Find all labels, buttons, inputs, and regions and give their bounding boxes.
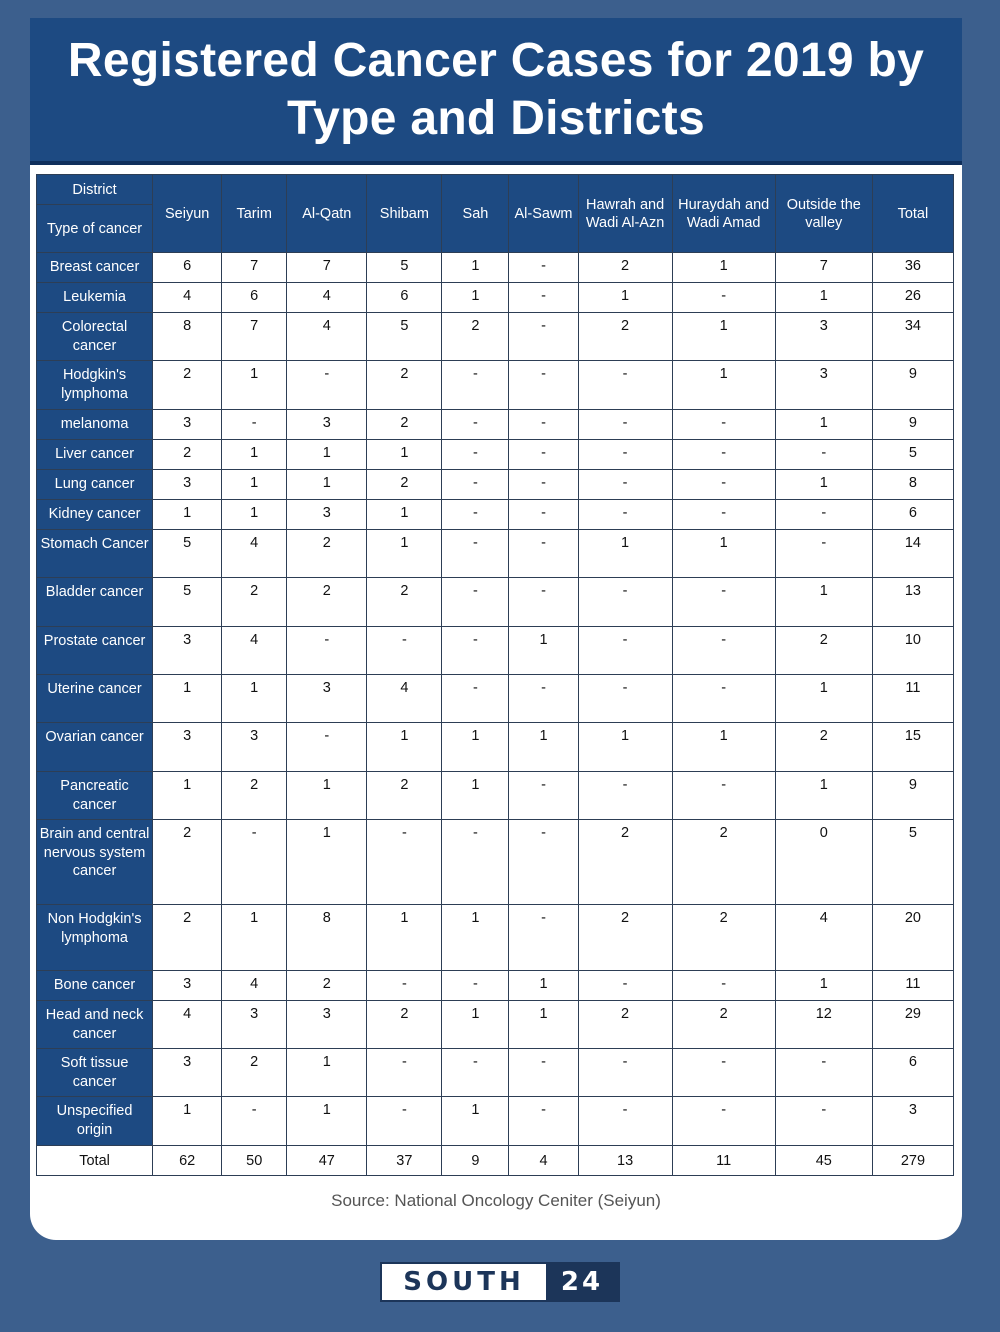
total-row [37,1146,954,1176]
row-label: Prostate cancer [37,627,153,675]
table-cell: - [509,820,578,905]
table-cell: - [509,410,578,440]
table-row [37,500,954,530]
table-cell: 20 [872,905,953,971]
table-cell: 4 [222,971,287,1001]
table-cell: 26 [872,283,953,313]
corner-type-label: Type of cancer [37,205,153,253]
table-cell: 2 [153,440,222,470]
table-cell: 1 [222,440,287,470]
table-cell: 1 [442,253,509,283]
table-cell: 3 [872,1097,953,1146]
table-cell: 1 [672,530,775,578]
table-cell: 3 [153,410,222,440]
table-cell: 2 [287,971,367,1001]
table-cell: - [287,627,367,675]
total-cell: 45 [775,1146,872,1176]
table-cell: - [509,1097,578,1146]
table-cell: 1 [153,675,222,723]
table-cell: 1 [367,530,442,578]
table-cell: - [442,500,509,530]
row-label: Liver cancer [37,440,153,470]
table-cell: - [509,313,578,361]
table-cell: - [287,361,367,410]
table-cell: 1 [442,772,509,820]
table-cell: 1 [222,675,287,723]
logo-word: SOUTH [382,1264,546,1300]
table-cell: 14 [872,530,953,578]
table-cell: 2 [578,905,672,971]
row-label: Kidney cancer [37,500,153,530]
table-cell: - [672,772,775,820]
table-row [37,470,954,500]
title-banner [30,18,962,165]
table-cell: 1 [775,578,872,627]
table-cell: - [578,772,672,820]
row-label: Hodgkin's lymphoma [37,361,153,410]
table-cell: - [672,283,775,313]
table-cell: 2 [672,820,775,905]
table-cell: 1 [442,283,509,313]
table-row [37,1049,954,1097]
table-cell: 15 [872,723,953,772]
table-row [37,410,954,440]
table-cell: 4 [775,905,872,971]
table-cell: - [509,470,578,500]
table-cell: 1 [222,905,287,971]
table-cell: 0 [775,820,872,905]
table-cell: 2 [775,627,872,675]
table-cell: - [509,253,578,283]
row-label: Ovarian cancer [37,723,153,772]
table-cell: - [442,1049,509,1097]
table-row [37,1097,954,1146]
table-cell: 8 [287,905,367,971]
table-cell: - [672,1049,775,1097]
table-cell: - [509,530,578,578]
table-cell: 1 [672,361,775,410]
table-cell: - [442,410,509,440]
column-header: Huraydah and Wadi Amad [672,175,775,253]
table-cell: - [442,578,509,627]
table-cell: 9 [872,361,953,410]
table-cell: 7 [222,253,287,283]
table-cell: - [442,470,509,500]
table-cell: - [222,1097,287,1146]
table-cell: - [578,971,672,1001]
column-header: Hawrah and Wadi Al-Azn [578,175,672,253]
table-cell: 3 [287,500,367,530]
table-cell: 9 [872,410,953,440]
table-cell: - [775,530,872,578]
table-cell: 12 [775,1001,872,1049]
table-cell: 1 [775,675,872,723]
table-cell: 1 [672,253,775,283]
table-cell: 3 [287,1001,367,1049]
table-cell: 4 [222,627,287,675]
table-cell: 1 [775,410,872,440]
table-cell: 1 [775,283,872,313]
table-cell: 1 [367,440,442,470]
total-cell: 13 [578,1146,672,1176]
table-cell: 1 [775,470,872,500]
cancer-cases-table [36,174,954,1176]
table-cell: 5 [367,253,442,283]
table-cell: 1 [287,772,367,820]
table-cell: - [672,470,775,500]
table-cell: 3 [153,971,222,1001]
table-cell: 1 [153,500,222,530]
table-cell: 6 [367,283,442,313]
table-cell: 4 [222,530,287,578]
row-label: melanoma [37,410,153,440]
table-cell: 8 [872,470,953,500]
table-cell: 11 [872,675,953,723]
table-row [37,772,954,820]
table-cell: 2 [672,905,775,971]
row-label: Bladder cancer [37,578,153,627]
row-label: Brain and central nervous system cancer [37,820,153,905]
table-cell: - [775,500,872,530]
table-cell: - [672,578,775,627]
table-cell: 13 [872,578,953,627]
table-cell: - [672,627,775,675]
column-header: Seiyun [153,175,222,253]
table-cell: 2 [367,410,442,440]
table-cell: - [578,470,672,500]
table-cell: - [578,440,672,470]
table-cell: 2 [367,361,442,410]
table-row [37,723,954,772]
table-row [37,905,954,971]
table-cell: 1 [509,723,578,772]
table-cell: 1 [775,772,872,820]
total-cell: 11 [672,1146,775,1176]
table-cell: 4 [287,313,367,361]
table-cell: 5 [872,440,953,470]
table-cell: 1 [367,905,442,971]
table-cell: 29 [872,1001,953,1049]
table-cell: 6 [153,253,222,283]
table-cell: 1 [153,772,222,820]
row-label: Leukemia [37,283,153,313]
table-cell: 1 [153,1097,222,1146]
table-row [37,578,954,627]
table-cell: 1 [222,470,287,500]
table-cell: 2 [367,470,442,500]
table-cell: 1 [509,627,578,675]
row-label: Breast cancer [37,253,153,283]
table-cell: 5 [153,530,222,578]
row-label: Stomach Cancer [37,530,153,578]
table-cell: - [672,410,775,440]
table-cell: - [509,440,578,470]
column-header: Shibam [367,175,442,253]
table-cell: 4 [287,283,367,313]
table-cell: 4 [367,675,442,723]
total-cell: 279 [872,1146,953,1176]
table-cell: 3 [153,627,222,675]
table-cell: 6 [222,283,287,313]
table-cell: 3 [153,470,222,500]
table-cell: - [578,578,672,627]
title-line-1: Registered Cancer Cases for 2019 by [67,33,925,87]
table-cell: - [222,410,287,440]
table-cell: - [442,971,509,1001]
table-cell: - [578,500,672,530]
table-cell: 3 [222,723,287,772]
table-cell: 9 [872,772,953,820]
table-cell: - [509,578,578,627]
row-label: Pancreatic cancer [37,772,153,820]
table-cell: - [775,1049,872,1097]
column-header: Al-Qatn [287,175,367,253]
table-cell: 1 [442,723,509,772]
table-cell: - [672,1097,775,1146]
table-row [37,440,954,470]
table-cell: 2 [287,578,367,627]
table-cell: - [442,627,509,675]
column-header: Tarim [222,175,287,253]
table-cell: 1 [578,283,672,313]
table-cell: - [442,530,509,578]
table-cell: 2 [367,1001,442,1049]
source-note: Source: National Oncology Ceniter (Seiyun) [331,1191,661,1210]
table-cell: 1 [672,313,775,361]
total-cell: 50 [222,1146,287,1176]
table-row [37,283,954,313]
table-cell: 2 [153,361,222,410]
table-cell: - [222,820,287,905]
table-cell: 5 [872,820,953,905]
table-cell: 2 [153,905,222,971]
table-cell: 2 [672,1001,775,1049]
table-cell: - [442,361,509,410]
table-header [37,175,954,253]
table-cell: - [367,1049,442,1097]
table-cell: 2 [442,313,509,361]
row-label: Head and neck cancer [37,1001,153,1049]
table-cell: - [578,675,672,723]
table-cell: 1 [509,1001,578,1049]
table-footer [37,1146,954,1176]
table-cell: 1 [442,905,509,971]
table-cell: - [672,971,775,1001]
column-header: Total [872,175,953,253]
table-cell: 1 [578,723,672,772]
column-header: Outside the valley [775,175,872,253]
table-cell: - [367,627,442,675]
page-title [68,32,924,148]
table-cell: 2 [578,253,672,283]
table-cell: 5 [153,578,222,627]
title-line-2: Type and Districts [287,91,705,145]
table-cell: 1 [287,1049,367,1097]
table-cell: 2 [222,1049,287,1097]
table-cell: 2 [578,820,672,905]
table-cell: - [578,627,672,675]
table-cell: 1 [287,1097,367,1146]
total-cell: 4 [509,1146,578,1176]
table-cell: 6 [872,500,953,530]
table-cell: - [442,820,509,905]
table-cell: 2 [578,1001,672,1049]
table-cell: 1 [442,1097,509,1146]
table-cell: 4 [153,283,222,313]
table-cell: 3 [222,1001,287,1049]
table-cell: 3 [775,361,872,410]
table-cell: 2 [222,578,287,627]
table-row [37,971,954,1001]
table-cell: 2 [153,820,222,905]
table-cell: 1 [672,723,775,772]
table-cell: - [509,905,578,971]
table-cell: 7 [222,313,287,361]
table-cell: 1 [442,1001,509,1049]
logo-number: 24 [546,1264,618,1300]
table-cell: 8 [153,313,222,361]
table-row [37,820,954,905]
table-cell: 2 [287,530,367,578]
total-cell: 37 [367,1146,442,1176]
table-cell: 1 [287,820,367,905]
row-label: Unspecified origin [37,1097,153,1146]
table-cell: 3 [287,675,367,723]
table-cell: - [367,971,442,1001]
table-cell: - [775,440,872,470]
table-cell: 5 [367,313,442,361]
table-row [37,253,954,283]
table-row [37,675,954,723]
table-cell: 1 [775,971,872,1001]
table-cell: 11 [872,971,953,1001]
table-cell: 1 [367,723,442,772]
table-body [37,253,954,1146]
table-cell: 1 [222,500,287,530]
row-label: Soft tissue cancer [37,1049,153,1097]
table-cell: - [672,675,775,723]
table-cell: 2 [775,723,872,772]
row-label: Colorectal cancer [37,313,153,361]
table-cell: - [287,723,367,772]
table-row [37,1001,954,1049]
table-cell: 3 [153,723,222,772]
table-cell: 1 [287,440,367,470]
table-cell: - [509,283,578,313]
total-label: Total [37,1146,153,1176]
total-cell: 47 [287,1146,367,1176]
table-cell: - [672,500,775,530]
total-cell: 62 [153,1146,222,1176]
column-header: Al-Sawm [509,175,578,253]
table-cell: 3 [153,1049,222,1097]
table-cell: - [672,440,775,470]
table-cell: 3 [287,410,367,440]
table-cell: - [442,675,509,723]
table-cell: 10 [872,627,953,675]
row-label: Uterine cancer [37,675,153,723]
table-cell: - [775,1097,872,1146]
total-cell: 9 [442,1146,509,1176]
table-cell: 6 [872,1049,953,1097]
table-cell: 1 [367,500,442,530]
table-row [37,530,954,578]
table-row [37,627,954,675]
content-card [30,18,962,1240]
table-cell: 2 [578,313,672,361]
table-cell: 7 [287,253,367,283]
row-label: Non Hodgkin's lymphoma [37,905,153,971]
table-row [37,313,954,361]
table-cell: - [578,1097,672,1146]
table-cell: 1 [509,971,578,1001]
south24-logo [380,1262,620,1302]
table-cell: 2 [367,578,442,627]
table-cell: 7 [775,253,872,283]
table-cell: - [509,1049,578,1097]
corner-district-label: District [37,175,153,205]
table-cell: - [442,440,509,470]
header-row [37,175,954,205]
row-label: Bone cancer [37,971,153,1001]
table-cell: 2 [367,772,442,820]
table-cell: 4 [153,1001,222,1049]
table-cell: - [578,361,672,410]
table-cell: - [509,772,578,820]
table-cell: 1 [578,530,672,578]
table-cell: 1 [222,361,287,410]
column-header: Sah [442,175,509,253]
table-cell: - [367,1097,442,1146]
table-cell: - [509,361,578,410]
table-cell: - [367,820,442,905]
row-label: Lung cancer [37,470,153,500]
table-cell: 36 [872,253,953,283]
table-cell: 1 [287,470,367,500]
table-cell: - [509,675,578,723]
table-cell: 2 [222,772,287,820]
table-cell: - [578,1049,672,1097]
table-row [37,361,954,410]
table-cell: - [509,500,578,530]
table-cell: 3 [775,313,872,361]
table-cell: - [578,410,672,440]
table-cell: 34 [872,313,953,361]
